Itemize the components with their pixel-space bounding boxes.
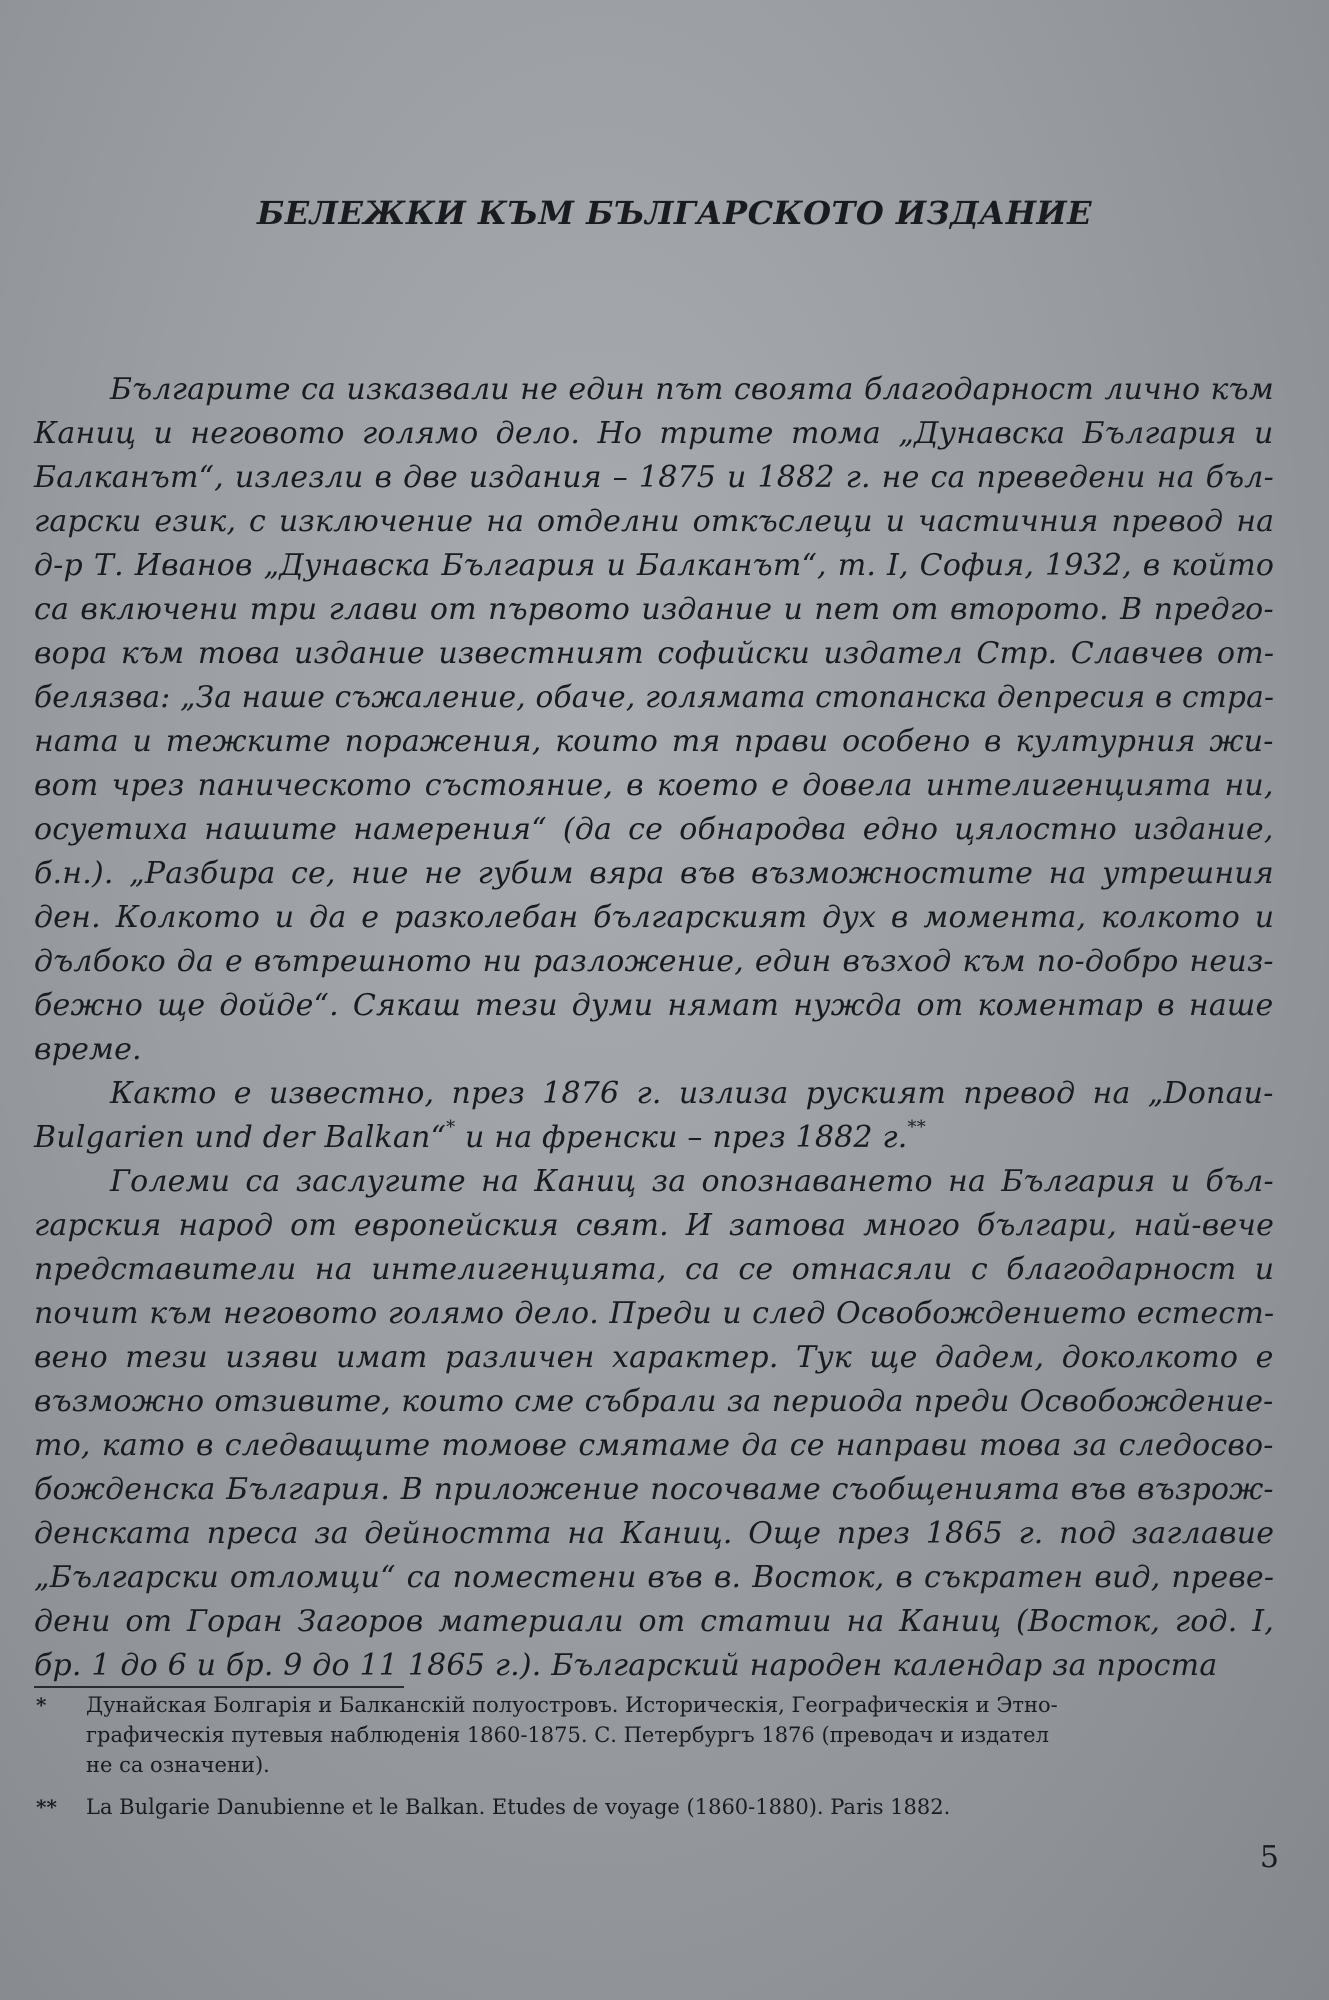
body-line: осуетиха нашите намерения“ (да се обнародва едно цялостно издание, <box>34 812 1274 847</box>
body-line: вено тези изяви имат различен характер. Тук ще дадем, доколкото е <box>34 1340 1274 1375</box>
page-number: 5 <box>1259 1840 1279 1875</box>
body-line: Каниц и неговото голямо дело. Но трите тома „Дунавска България и <box>34 416 1274 451</box>
footnote-ref-1: * <box>446 1117 456 1138</box>
body-line: Големи са заслугите на Каниц за опознаването на България и бъл- <box>110 1164 1274 1199</box>
page-title: БЕЛЕЖКИ КЪМ БЪЛГАРСКОТО ИЗДАНИЕ <box>256 194 1093 232</box>
body-line: Както е известно, през 1876 г. излиза руският превод на „Donau- <box>110 1076 1274 1111</box>
body-line: то, като в следващите томове смятаме да се направи това за следосво- <box>34 1428 1274 1463</box>
body-line: ден. Колкото и да е разколебан българският дух в момента, колкото и <box>34 900 1275 935</box>
body-line: вот чрез паническото състояние, в което е довела интелигенцията ни, <box>34 768 1274 803</box>
footnote-ref-2: ** <box>907 1117 926 1138</box>
body-line-with-footnote-refs <box>34 1116 926 1160</box>
body-line: бежно ще дойде“. Сякаш тези думи нямат нужда от коментар в наше <box>34 988 1274 1023</box>
footnote-line: La Bulgarie Danubienne et le Balkan. Etudes de voyage (1860-1880). Paris 1882. <box>86 1795 951 1819</box>
body-line: време. <box>34 1032 142 1067</box>
body-line: възможно отзивите, които сме събрали за периода преди Освобождение- <box>34 1384 1274 1419</box>
body-line: д-р Т. Иванов „Дунавска България и Балканът“, т. I, София, 1932, в който <box>34 548 1275 583</box>
body-line: почит към неговото голямо дело. Преди и след Освобождението естест- <box>34 1296 1275 1331</box>
body-line: дени от Горан Загоров материали от статии на Каниц (Восток, год. I, <box>34 1604 1274 1639</box>
body-line: божденска България. В приложение посочваме съобщенията във възрож- <box>34 1472 1274 1507</box>
body-line: представители на интелигенцията, са се отнасяли с благодарност и <box>34 1252 1275 1287</box>
body-line: ната и тежките поражения, които тя прави особено в културния жи- <box>34 724 1274 759</box>
body-line-middle: и на френски – през 1882 г. <box>455 1120 908 1155</box>
footnote-mark: ** <box>36 1795 57 1819</box>
body-line: Българите са изказвали не един път своята благодарност лично към <box>110 372 1274 407</box>
footnote-mark: * <box>36 1693 47 1717</box>
body-line: белязва: „За наше съжаление, обаче, голямата стопанска депресия в стра- <box>34 680 1275 715</box>
body-line: „Български отломци“ са поместени във в. Восток, в съкратен вид, преве- <box>34 1560 1275 1595</box>
body-line: гарския народ от европейския свят. И затова много българи, най-вече <box>34 1208 1275 1243</box>
body-line: б.н.). „Разбира се, ние не губим вяра във възможностите на утрешния <box>34 856 1274 891</box>
body-line: са включени три глави от първото издание и пет от второто. В предго- <box>34 592 1274 627</box>
body-line: Балканът“, излезли в две издания – 1875 и 1882 г. не са преведени на бъл- <box>34 460 1274 495</box>
body-line: бр. 1 до 6 и бр. 9 до 11 1865 г.). Българский народен календар за проста <box>34 1648 1218 1683</box>
body-line-start: Bulgarien und der Balkan“ <box>34 1120 447 1155</box>
body-line: дълбоко да е вътрешното ни разложение, един възход към по-добро неиз- <box>34 944 1274 979</box>
footnote-line: не са означени). <box>86 1753 270 1777</box>
body-line: гарски език, с изключение на отделни откъслеци и частичния превод на <box>34 504 1275 539</box>
footnote-line: графическія путевыя наблюденія 1860-1875. С. Петербургъ 1876 (преводач и издател <box>86 1723 1049 1747</box>
footnote-divider <box>34 1686 404 1688</box>
body-line: вора към това издание известният софийски издател Стр. Славчев от- <box>34 636 1275 671</box>
footnote-line: Дунайская Болгарія и Балканскій полуостровъ. Историческія, Географическія и Этно- <box>86 1693 1058 1717</box>
body-line: денската преса за дейността на Каниц. Още през 1865 г. под заглавие <box>34 1516 1275 1551</box>
